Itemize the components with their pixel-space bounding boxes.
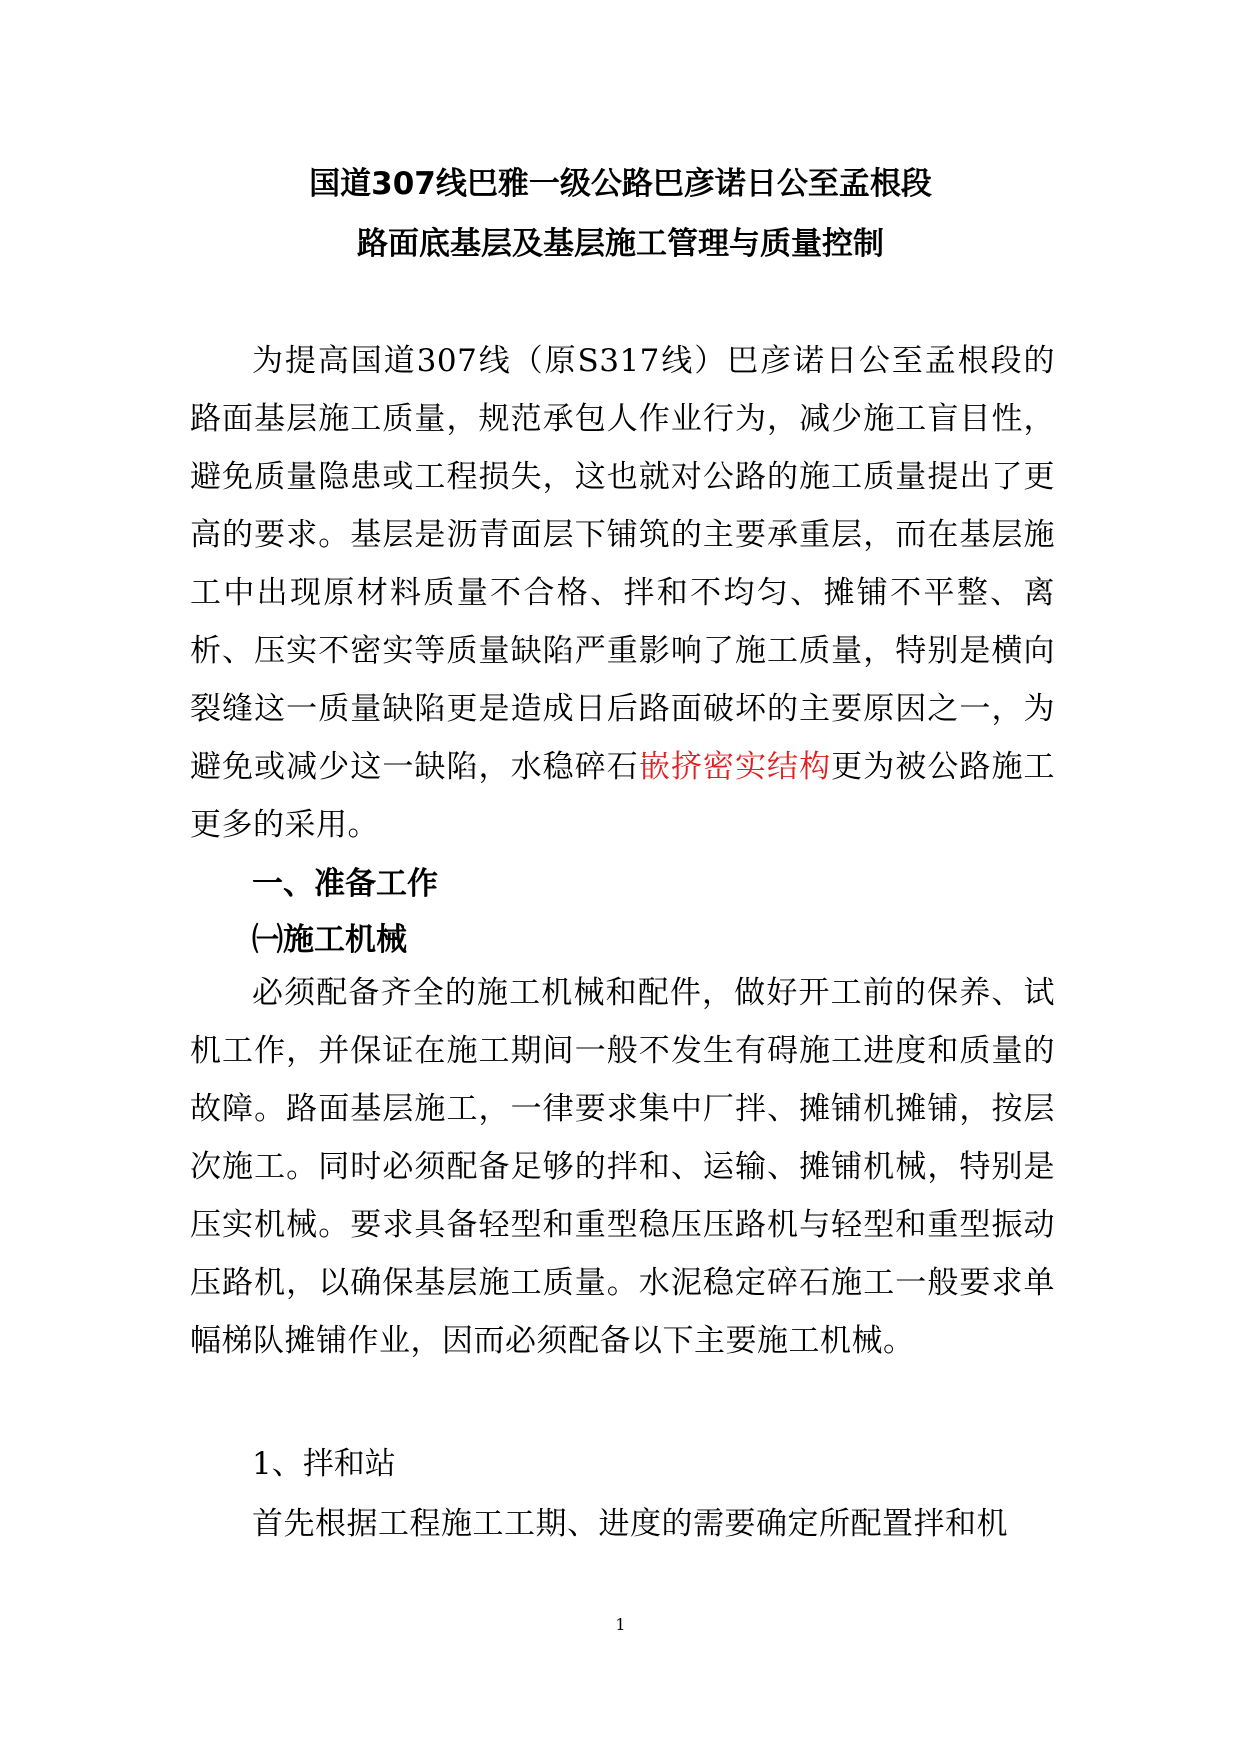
- section-heading-preparation: 一、准备工作: [252, 866, 438, 902]
- mixing-station-paragraph: 首先根据工程施工工期、进度的需要确定所配置拌和机: [252, 1506, 1008, 1542]
- highlighted-term: 嵌挤密实结构: [638, 749, 832, 785]
- document-title-line-2: 路面底基层及基层施工管理与质量控制: [357, 226, 884, 262]
- list-item-mixing-station: 1、拌和站: [252, 1446, 396, 1482]
- intro-text: 为提高国道307线（原S317线）巴彦诺日公至孟根段的路面基层施工质量，规范承包人作业行为，减少施工盲目性，避免质量隐患或工程损失，这也就对公路的施工质量提出了更高的要求。基层是沥青面层下铺筑的主要承重层，而在基层施工中出现原材料质量不合格、拌和不均匀、摊铺不平整、离析、压实不密实等质量缺陷严重影响了施工质量，特别是横向裂缝这一质量缺陷更是造成日后路面破坏的主要原因之一，为避免或减少这一缺陷，水稳碎石: [190, 343, 1055, 785]
- page-number: 1: [615, 1615, 626, 1634]
- intro-text-end: 更为被公路施工更多的采用。: [190, 749, 1056, 843]
- machinery-paragraph: 必须配备齐全的施工机械和配件，做好开工前的保养、试机工作，并保证在施工期间一般不发生有碍施工进度和质量的故障。路面基层施工，一律要求集中厂拌、摊铺机摊铺，按层次施工。同时必须配备足够的拌和、运输、摊铺机械，特别是压实机械。要求具备轻型和重型稳压压路机与轻型和重型振动压路机，以确保基层施工质量。水泥稳定碎石施工一般要求单幅梯队摊铺作业，因而必须配备以下主要施工机械。: [190, 975, 1055, 1359]
- document-title-line-1: 国道307线巴雅一级公路巴彦诺日公至孟根段: [309, 166, 932, 202]
- subsection-heading-machinery: ㈠施工机械: [252, 922, 407, 958]
- intro-paragraph: [190, 332, 1055, 854]
